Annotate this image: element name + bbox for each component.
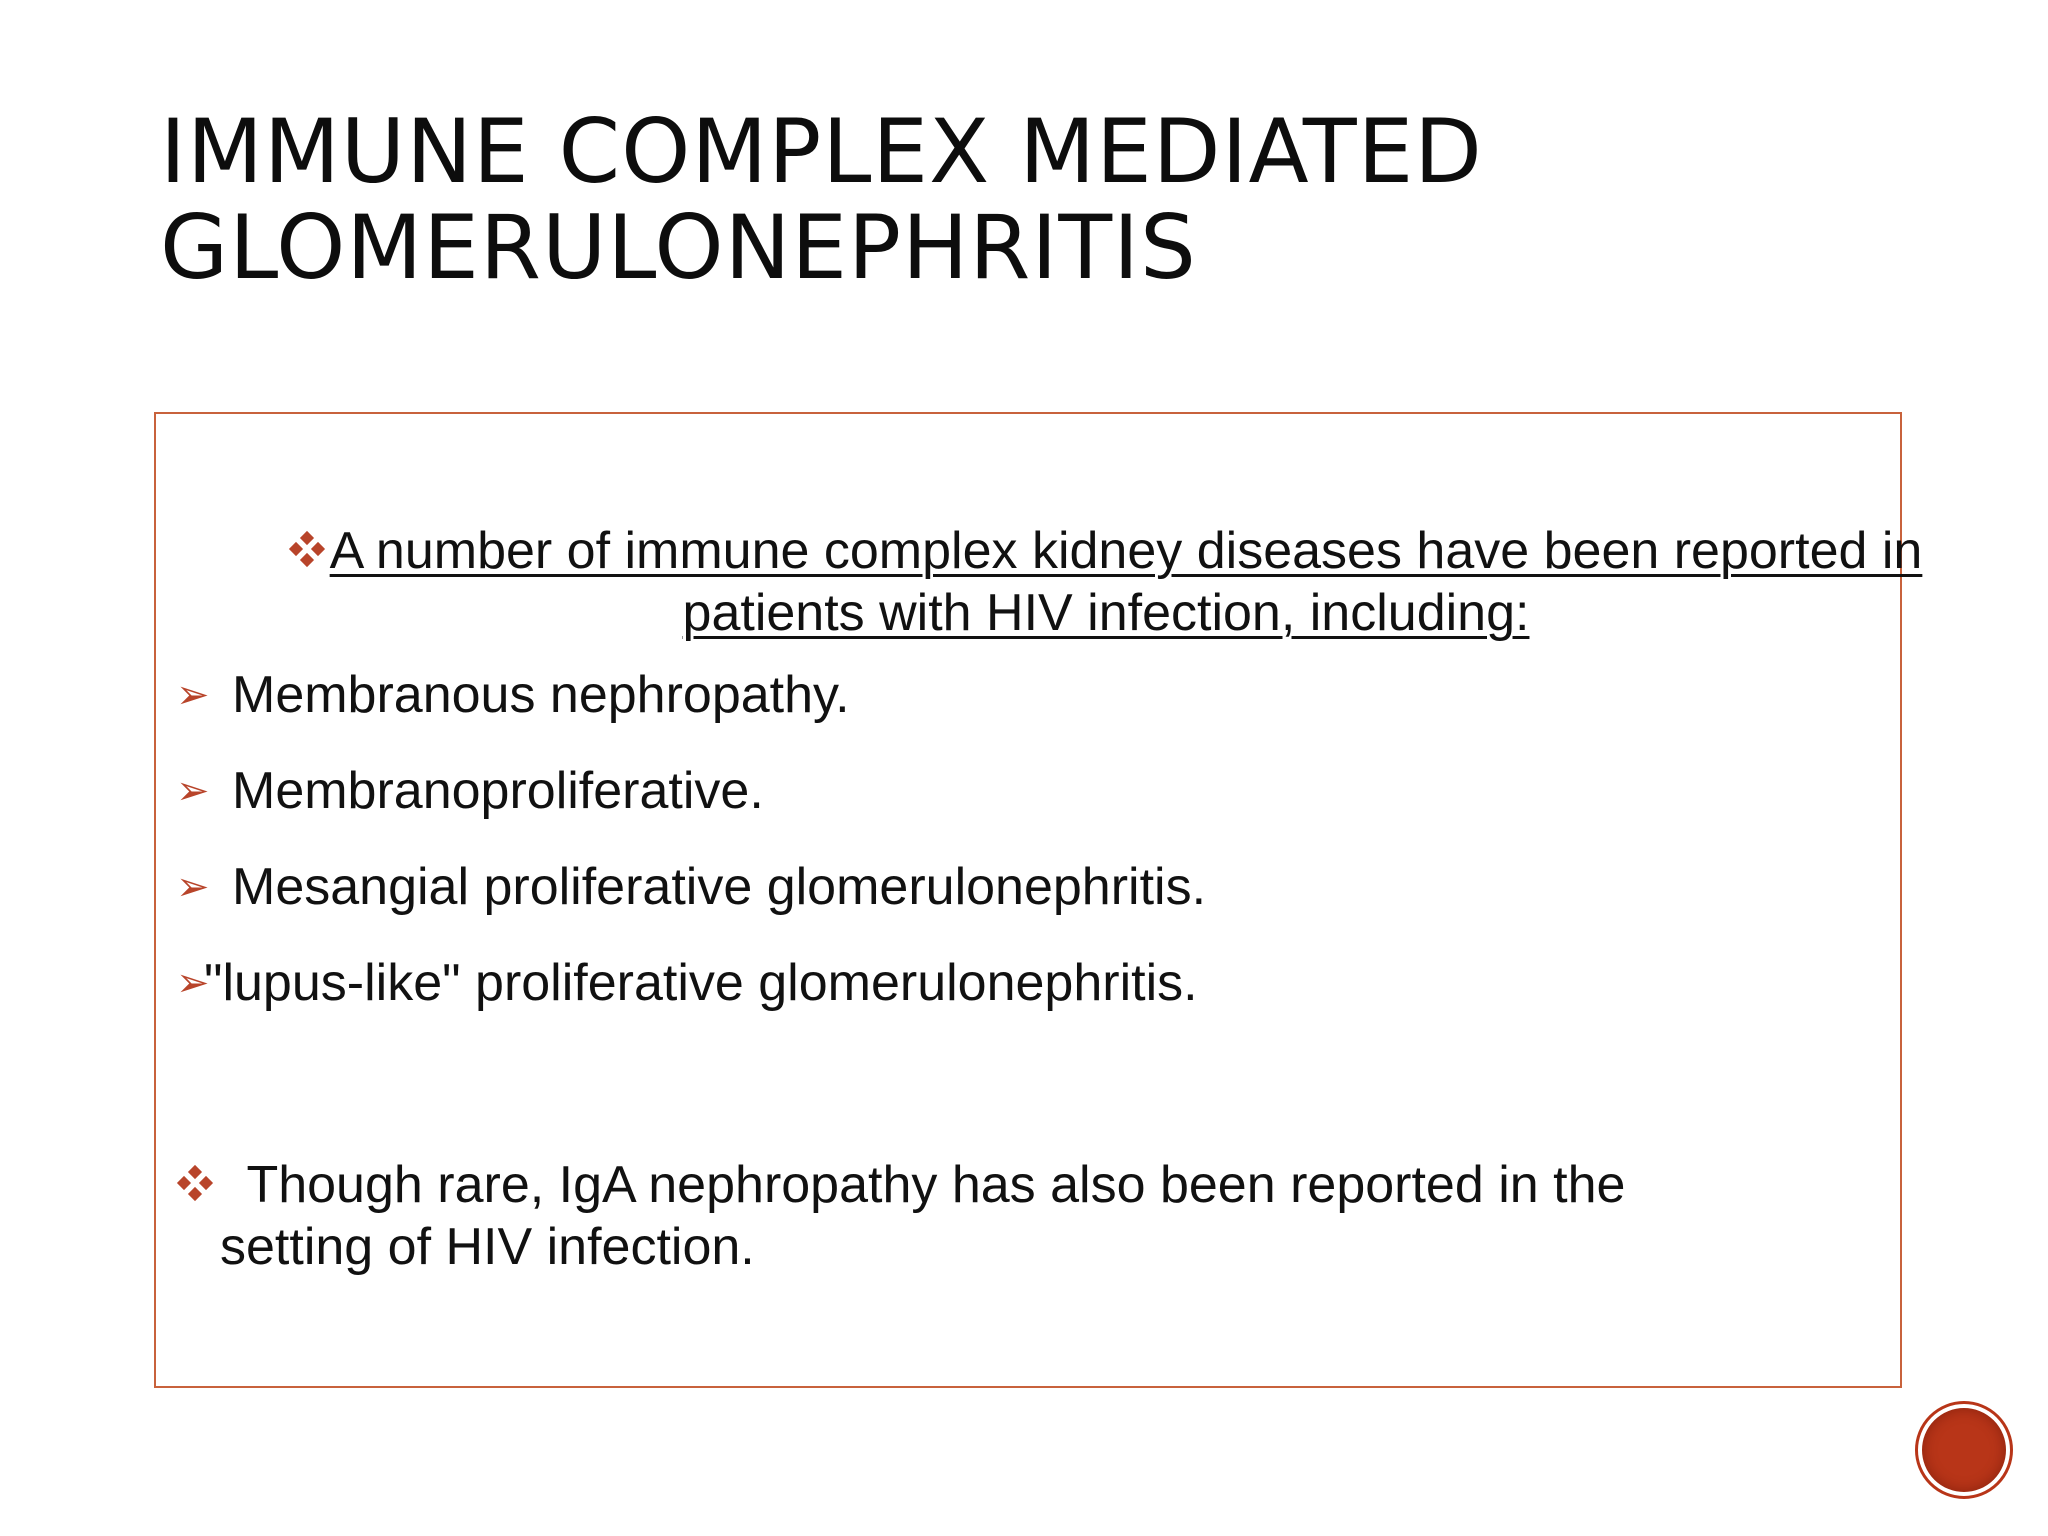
content-box — [154, 412, 1923, 1388]
arrowhead-bullet-icon: ➢ — [176, 768, 210, 814]
slide-title-line-1: IMMUNE COMPLEX MEDIATED — [160, 100, 1483, 203]
disease-list — [176, 664, 1206, 1048]
intro-text: A number of immune complex kidney diseases have been reported in patients with HIV infection, including: — [329, 522, 1923, 642]
note-line-1: Though rare, IgA nephropathy has also been reported in the — [246, 1156, 1626, 1214]
list-item-text: Membranoproliferative. — [232, 762, 764, 820]
arrowhead-bullet-icon: ➢ — [176, 672, 210, 718]
list-item — [176, 952, 1206, 1048]
list-item — [176, 760, 1206, 856]
note-line-2: setting of HIV infection. — [220, 1218, 755, 1276]
four-diamond-bullet-icon — [290, 532, 324, 566]
intro-paragraph — [276, 520, 1936, 644]
arrowhead-bullet-icon: ➢ — [176, 960, 210, 1006]
note-paragraph — [178, 1154, 1838, 1278]
slide-title-line-2: GLOMERULONEPHRITIS — [160, 196, 1197, 299]
list-item — [176, 856, 1206, 952]
slide-badge-icon — [1918, 1404, 2010, 1496]
list-item — [176, 664, 1206, 760]
list-item-text: Membranous nephropathy. — [232, 666, 850, 724]
arrowhead-bullet-icon: ➢ — [176, 864, 210, 910]
four-diamond-bullet-icon — [178, 1166, 212, 1200]
slide-title — [160, 100, 1860, 299]
list-item-text: "lupus-like" proliferative glomerulonephritis. — [204, 954, 1198, 1012]
list-item-text: Mesangial proliferative glomerulonephritis. — [232, 858, 1207, 916]
